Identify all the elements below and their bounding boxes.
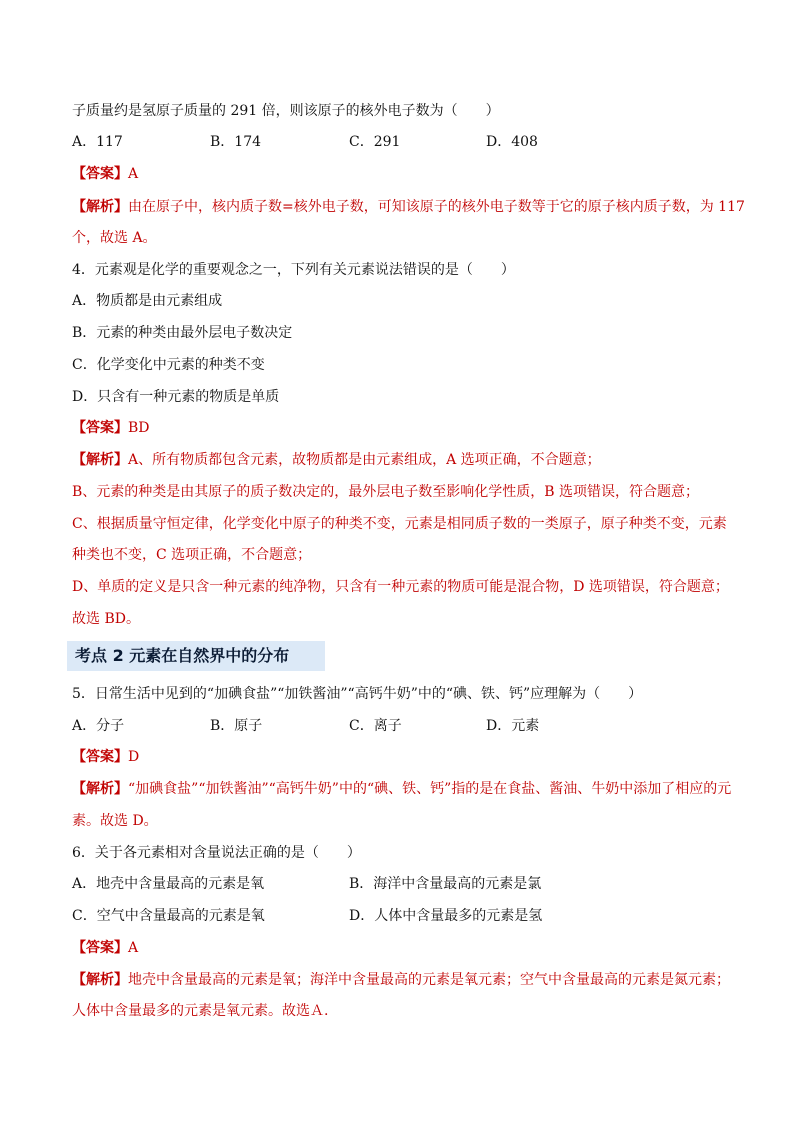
q6-option-a: A．地壳中含量最高的元素是氧 bbox=[72, 876, 265, 892]
q6-answer bbox=[72, 938, 138, 958]
q4-option-b: B．元素的种类由最外层电子数决定 bbox=[72, 325, 293, 341]
q3-answer bbox=[72, 164, 138, 184]
q3-option-d: D．408 bbox=[486, 134, 538, 150]
analysis-text: A、所有物质都包含元素，故物质都是由元素组成，A 选项正确，不合题意； bbox=[128, 452, 601, 468]
answer-tag: 【答案】 bbox=[72, 940, 128, 956]
q4-analysis-line-2: B、元素的种类是由其原子的质子数决定的，最外层电子数至影响化学性质，B 选项错误，符合题意； bbox=[72, 484, 700, 500]
section-heading: 考点 2 元素在自然界中的分布 bbox=[67, 641, 325, 671]
q4-stem: 4．元素观是化学的重要观念之一，下列有关元素说法错误的是（ ） bbox=[72, 262, 515, 278]
analysis-tag: 【解析】 bbox=[72, 199, 128, 215]
q4-analysis-line-1 bbox=[72, 450, 601, 470]
answer-value: D bbox=[128, 749, 140, 765]
q5-stem: 5．日常生活中见到的“加碘食盐”“加铁酱油”“高钙牛奶”中的“碘、铁、钙”应理解为（ ） bbox=[72, 686, 643, 702]
q6-option-b: B．海洋中含量最高的元素是氯 bbox=[349, 876, 542, 892]
q4-option-d: D．只含有一种元素的物质是单质 bbox=[72, 389, 280, 405]
q6-option-d: D．人体中含量最多的元素是氢 bbox=[349, 908, 543, 924]
q6-analysis-line-1 bbox=[72, 970, 730, 990]
q4-analysis-line-5: D、单质的定义是只含一种元素的纯净物，只含有一种元素的物质可能是混合物，D 选项错误，符合题意； bbox=[72, 579, 729, 595]
analysis-tag: 【解析】 bbox=[72, 972, 128, 988]
q3-option-b: B．174 bbox=[210, 134, 262, 150]
q3-analysis-line-1 bbox=[72, 197, 745, 217]
q3-option-c: C．291 bbox=[349, 134, 401, 150]
q5-analysis-line-2: 素。故选 D。 bbox=[72, 813, 158, 829]
q3-analysis-line-2: 个，故选 A。 bbox=[72, 230, 157, 246]
analysis-tag: 【解析】 bbox=[72, 781, 128, 797]
q5-option-c: C．离子 bbox=[349, 718, 402, 734]
q4-analysis-line-6: 故选 BD。 bbox=[72, 611, 140, 627]
answer-tag: 【答案】 bbox=[72, 166, 128, 182]
q4-analysis-line-3: C、根据质量守恒定律，化学变化中原子的种类不变，元素是相同质子数的一类原子，原子种类不变，元素 bbox=[72, 516, 727, 532]
answer-value: A bbox=[128, 166, 139, 182]
q6-option-c: C．空气中含量最高的元素是氧 bbox=[72, 908, 265, 924]
q4-option-a: A．物质都是由元素组成 bbox=[72, 293, 223, 309]
q6-analysis-line-2: 人体中含量最多的元素是氧元素。故选Ａ. bbox=[72, 1003, 329, 1019]
q4-answer bbox=[72, 418, 150, 438]
q5-answer bbox=[72, 747, 139, 767]
analysis-text: 地壳中含量最高的元素是氧；海洋中含量最高的元素是氧元素；空气中含量最高的元素是氮元素； bbox=[128, 972, 730, 988]
q5-option-a: A．分子 bbox=[72, 718, 125, 734]
analysis-tag: 【解析】 bbox=[72, 452, 128, 468]
q4-analysis-line-4: 种类也不变，C 选项正确，不合题意； bbox=[72, 547, 312, 563]
q6-stem: 6．关于各元素相对含量说法正确的是（ ） bbox=[72, 845, 361, 861]
answer-value: A bbox=[128, 940, 139, 956]
analysis-text: 由在原子中，核内质子数=核外电子数，可知该原子的核外电子数等于它的原子核内质子数，为 117 bbox=[128, 199, 745, 215]
q5-analysis-line-1 bbox=[72, 779, 731, 799]
answer-tag: 【答案】 bbox=[72, 420, 128, 436]
answer-tag: 【答案】 bbox=[72, 749, 128, 765]
q4-option-c: C．化学变化中元素的种类不变 bbox=[72, 357, 265, 373]
q3-option-a: A．117 bbox=[72, 134, 123, 150]
q5-option-b: B．原子 bbox=[210, 718, 263, 734]
analysis-text: “加碘食盐”“加铁酱油”“高钙牛奶”中的“碘、铁、钙”指的是在食盐、酱油、牛奶中添加了相应的元 bbox=[128, 781, 732, 797]
q3-stem: 子质量约是氢原子质量的 291 倍，则该原子的核外电子数为（ ） bbox=[72, 103, 500, 119]
answer-value: BD bbox=[128, 420, 150, 436]
q5-option-d: D．元素 bbox=[486, 718, 540, 734]
